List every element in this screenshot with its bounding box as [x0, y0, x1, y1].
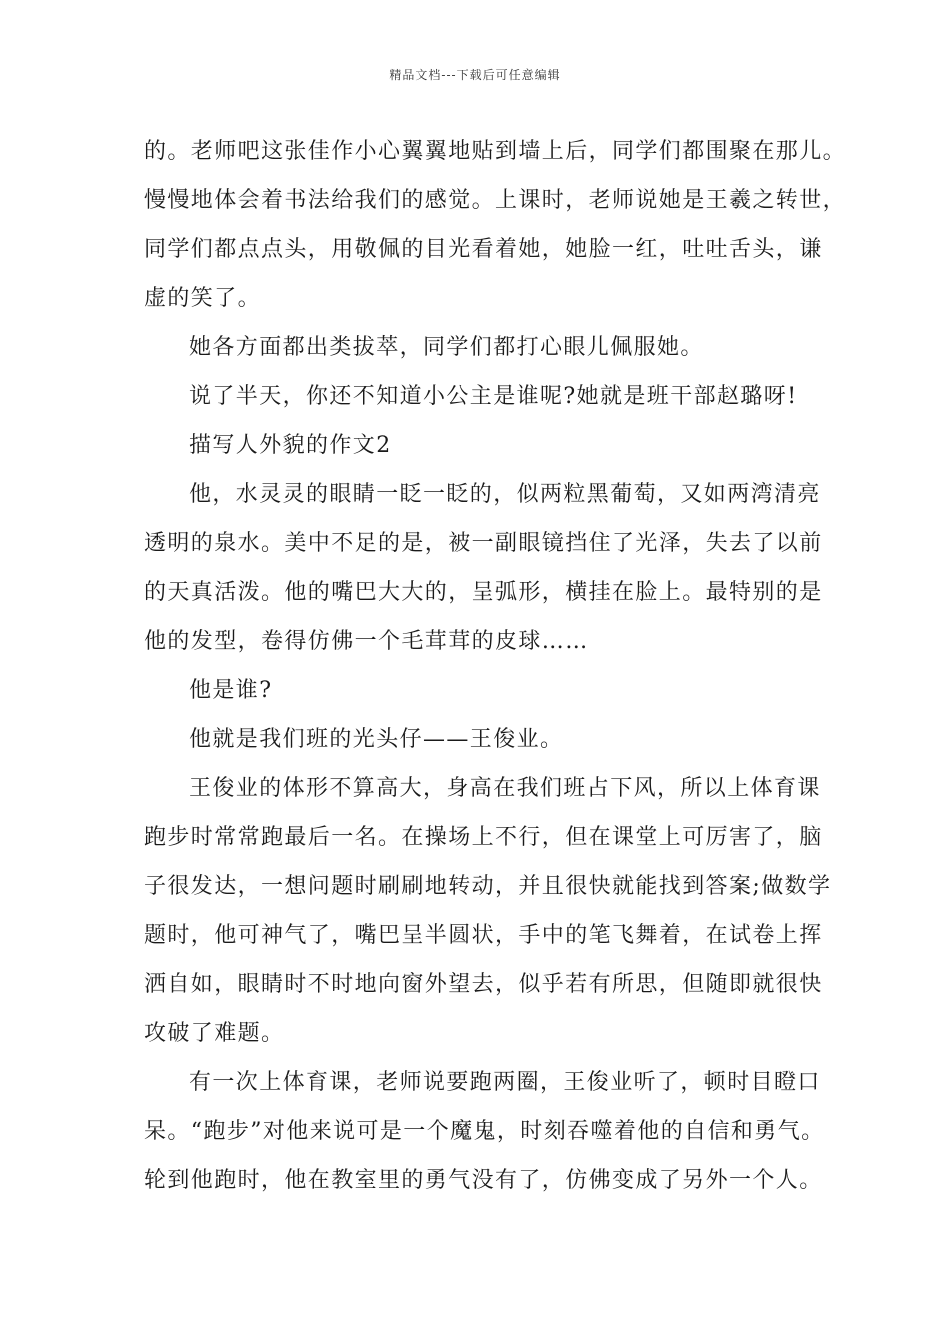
text-line: 他是谁? — [189, 678, 273, 703]
text-line: 轮到他跑时，他在教室里的勇气没有了，仿佛变成了另外一个人。 — [144, 1168, 823, 1193]
text-line: 慢慢地体会着书法给我们的感觉。上课时，老师说她是王羲之转世， — [144, 188, 847, 213]
text-line: 题时，他可神气了，嘴巴呈半圆状，手中的笔飞舞着，在试卷上挥 — [144, 923, 823, 948]
text-line: 跑步时常常跑最后一名。在操场上不行，但在课堂上可厉害了，脑 — [144, 825, 823, 850]
text-line: 他就是我们班的光头仔——王俊业。 — [189, 727, 564, 752]
text-line: 他，水灵灵的眼睛一眨一眨的，似两粒黑葡萄，又如两湾清亮 — [189, 482, 821, 507]
text-line: 子很发达，一想问题时刷刷地转动，并且很快就能找到答案;做数学 — [144, 874, 832, 899]
document-body — [144, 127, 847, 1205]
text-line: 说了半天，你还不知道小公主是谁呢?她就是班干部赵璐呀! — [189, 384, 798, 409]
text-line: 她各方面都出类拔萃，同学们都打心眼儿佩服她。 — [189, 335, 704, 360]
text-line: 呆。“跑步”对他来说可是一个魔鬼，时刻吞噬着他的自信和勇气。 — [144, 1119, 825, 1144]
text-line: 攻破了难题。 — [144, 1021, 285, 1046]
text-line: 同学们都点点头，用敬佩的目光看着她，她脸一红，吐吐舌头，谦 — [144, 237, 823, 262]
text-line: 的天真活泼。他的嘴巴大大的，呈弧形，横挂在脸上。最特别的是 — [144, 580, 823, 605]
text-line: 虚的笑了。 — [144, 286, 262, 311]
text-line: 他的发型，卷得仿佛一个毛茸茸的皮球…… — [144, 629, 589, 654]
text-line: 有一次上体育课，老师说要跑两圈，王俊业听了，顿时目瞪口 — [189, 1070, 821, 1095]
section-title: 描写人外貌的作文2 — [189, 433, 392, 458]
page-header: 精品文档---下载后可任意编辑 — [389, 68, 561, 82]
text-line: 的。老师吧这张佳作小心翼翼地贴到墙上后，同学们都围聚在那儿。 — [144, 139, 847, 164]
text-line: 洒自如，眼睛时不时地向窗外望去，似乎若有所思，但随即就很快 — [144, 972, 823, 997]
text-line: 透明的泉水。美中不足的是，被一副眼镜挡住了光泽，失去了以前 — [144, 531, 823, 556]
text-line: 王俊业的体形不算高大，身高在我们班占下风，所以上体育课 — [189, 776, 821, 801]
